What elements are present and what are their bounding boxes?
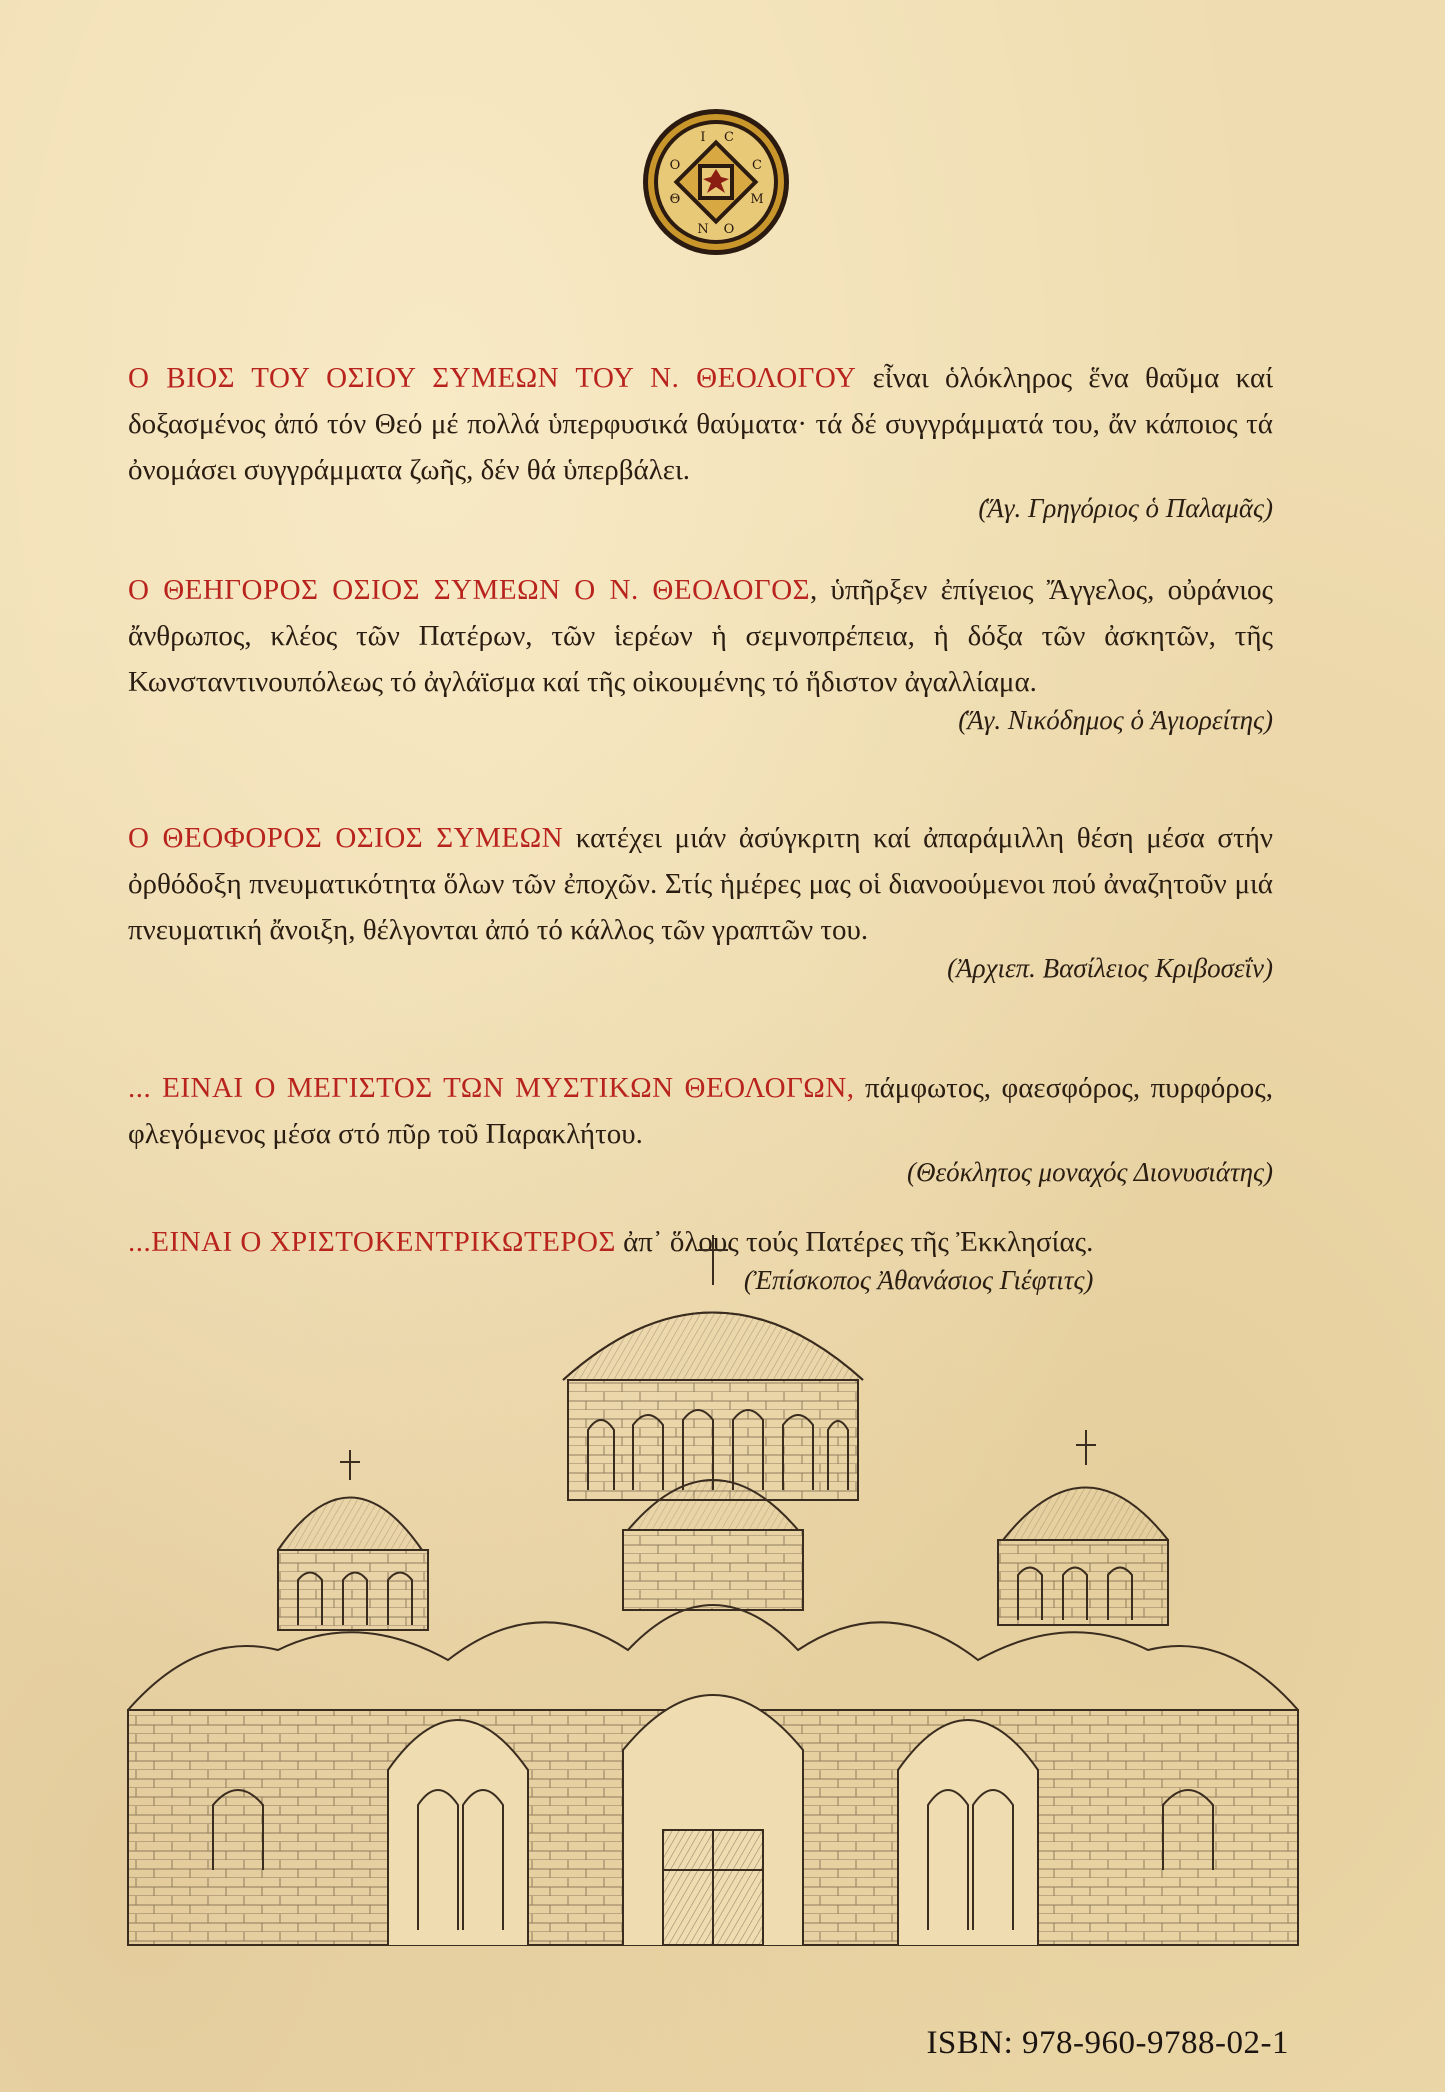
seal-letter: Ι [700, 130, 706, 145]
seal-letter: C [724, 130, 734, 145]
quote-title: Ο ΘΕΗΓΟΡΟΣ ΟΣΙΟΣ ΣΥΜΕΩΝ Ο Ν. ΘΕΟΛΟΓΟΣ [128, 574, 811, 606]
quote-title: ...ΕΙΝΑΙ Ο ΧΡΙΣΤΟΚΕΝΤΡΙΚΩΤΕΡΟΣ [128, 1226, 616, 1258]
seal-letter: Μ [750, 192, 764, 207]
quote-title: ... ΕΙΝΑΙ Ο ΜΕΓΙΣΤΟΣ ΤΩΝ ΜΥΣΤΙΚΩΝ ΘΕΟΛΟΓΩΝ, [128, 1072, 855, 1104]
quote-paragraph [128, 355, 1273, 493]
quote-block [128, 1065, 1273, 1189]
seal-letter: Ο [723, 222, 735, 237]
quote-source: (Ἐπίσκοπος Ἀθανάσιος Γιέφτιτς) [743, 1265, 1094, 1295]
quote-source: (Ἅγ. Νικόδημος ὁ Ἁγιορείτης) [958, 705, 1273, 735]
quote-title: Ο ΘΕΟΦΟΡΟΣ ΟΣΙΟΣ ΣΥΜΕΩΝ [128, 822, 564, 854]
quote-paragraph [128, 567, 1273, 705]
quote-source: (Ἅγ. Γρηγόριος ὁ Παλαμᾶς) [978, 493, 1273, 523]
quote-block [128, 355, 1273, 525]
quote-block [128, 567, 1273, 737]
seal-letter: Θ [669, 192, 681, 207]
seal-letter: Ο [669, 158, 681, 173]
quote-block [128, 815, 1273, 985]
quote-text: κατέχει μιάν ἀσύγκριτη καί ἀπαράμιλλη θέση μέσα στήν ὀρθόδοξη πνευματικότητα ὅλων τῶν ἐποχῶν. Στίς ἡμέρες μας οἱ διανοούμενοι πού ἀναζητοῦν μιά πνευματική ἄνοιξη, θέλγονται ἀπό τό κάλλος τῶν γραπτῶν του. [128, 822, 1273, 946]
seal-letter: C [752, 158, 762, 173]
quote-title: Ο ΒΙΟΣ ΤΟΥ ΟΣΙΟΥ ΣΥΜΕΩΝ ΤΟΥ Ν. ΘΕΟΛΟΓΟΥ [128, 362, 857, 394]
quote-text: εἶναι ὁλόκληρος ἕνα θαῦμα καί δοξασμένος ἀπό τόν Θεό μέ πολλά ὑπερφυσικά θαύματα· τά δέ συγγράμματά του, ἄν κάποιος τά ὀνομάσει συγγράμματα ζωῆς, δέν θά ὑπερβάλει. [128, 362, 1274, 486]
isbn-number: ISBN: 978-960-9788-02-1 [926, 2025, 1289, 2061]
quote-source: (Θεόκλητος μοναχός Διονυσιάτης) [906, 1157, 1273, 1187]
quote-paragraph [128, 815, 1273, 953]
monastery-seal-emblem [641, 107, 791, 257]
quote-text: πάμφωτος, φαεσφόρος, πυρφόρος, φλεγόμενος μέσα στό πῦρ τοῦ Παρακλήτου. [128, 1072, 1273, 1150]
quote-text: , ὑπῆρξεν ἐπίγειος Ἄγγελος, οὐράνιος ἄνθρωπος, κλέος τῶν Πατέρων, τῶν ἱερέων ἡ σεμνοπρέπεια, ἡ δόξα τῶν ἀσκητῶν, τῆς Κωνσταντινουπόλεως τό ἀγλάϊσμα καί τῆς οἰκουμένης τό ἥδιστον ἀγαλλίαμα. [128, 574, 1273, 698]
quote-paragraph [128, 1065, 1273, 1157]
seal-letter: Ν [697, 222, 709, 237]
byzantine-church-illustration [118, 1230, 1308, 1950]
quote-text: ἀπ᾿ ὅλους τούς Πατέρες τῆς Ἐκκλησίας. [615, 1226, 1094, 1258]
quote-source: (Ἀρχιεπ. Βασίλειος Κριβοσεΐν) [947, 953, 1273, 983]
